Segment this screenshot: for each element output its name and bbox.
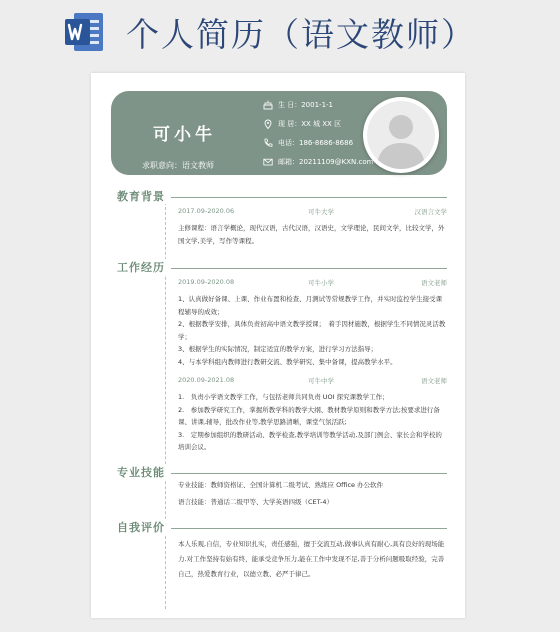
job-row (178, 376, 447, 384)
skill-line: 语言技能：普通话二级甲等、大学英语四级（CET-4） (178, 497, 334, 506)
email-row (263, 157, 373, 167)
birthday-text: 生 日：2001-1-1 (278, 101, 333, 109)
self-eval-text: 本人乐观,自信，专业知识扎实，责任感强，擅于交流互动,做事认真有耐心,具有良好的现场能力.对工作坚持有始有终，能承受竞争压力,能在工作中发现不足,善于分析问题吸取经验，完善自己，热爱教育行业，以德立教、必严于律己。 (178, 540, 445, 578)
section-title-work: 工作经历 (117, 259, 169, 275)
envelope-icon (263, 157, 273, 167)
phone-row (263, 138, 353, 148)
avatar (363, 97, 439, 173)
self-eval-body (178, 537, 447, 582)
section-title-skills: 专业技能 (117, 464, 169, 480)
education-courses (178, 222, 447, 247)
page-header (62, 6, 542, 58)
skills-list (178, 479, 447, 508)
avatar-placeholder-icon (367, 101, 435, 169)
address-row (263, 119, 341, 129)
cake-icon (263, 100, 273, 110)
duty-item: 1、认真做好备课、上课、作业布置和检查、月测试等常规教学工作，并实时监控学生接受课程辅导的成效； (178, 295, 443, 316)
location-pin-icon (263, 119, 273, 129)
candidate-name: 可小牛 (153, 125, 216, 145)
job-duties (178, 391, 447, 454)
job-row (178, 278, 447, 286)
page-title: 个人简历（语文教师） (126, 14, 476, 54)
job-intent: 求职意向：语文教师 (142, 161, 214, 170)
section-rule (171, 268, 447, 269)
skill-line: 专业技能：教师资格证、全国计算机二级考试、熟练应 Office 办公软件 (178, 481, 384, 489)
section-title-self-eval: 自我评价 (117, 519, 169, 535)
job-role: 语文老师 (421, 377, 447, 385)
education-school: 可牛大学 (308, 208, 334, 216)
job-org: 可牛中学 (308, 377, 334, 385)
job-date: 2020.09-2021.08 (178, 376, 235, 384)
duty-item: 4、与本学科组内教师进行教研交流、教学研究、集中备课，提高教学水平。 (178, 357, 397, 366)
phone-text: 电话：186-8686-8686 (278, 139, 354, 147)
job-duties (178, 293, 447, 368)
section-rule (171, 473, 447, 474)
duty-item: 3、根据学生的实际情况，制定适宜的教学方案，进行学习方法指导； (178, 345, 378, 353)
word-doc-icon (62, 10, 106, 54)
job-role: 语文老师 (421, 279, 447, 287)
duty-item: 3. 定期参加组织的教研活动、教学检查,教学培训等教学活动,及部门例会、家长会和学校的培训会议。 (178, 430, 442, 451)
job-date: 2019.09-2020.08 (178, 278, 235, 286)
section-rule (171, 528, 447, 529)
duty-item: 2. 参加教学研究工作，掌握所教学科的教学大纲、教材教学原则和教学方法;按要求进行备课、讲课,辅导，批改作业等,教学思路清晰，课堂气氛活跃; (178, 405, 440, 426)
birthday-row (263, 100, 333, 110)
education-major: 汉语言文学 (414, 208, 447, 216)
duty-item: 2、根据教学安排，具体负责初高中语文教学授课； 着手因材施教，根据学生不同情况灵活教学； (178, 320, 446, 341)
phone-icon (263, 138, 273, 148)
education-row (178, 207, 447, 215)
resume-page (91, 73, 465, 618)
email-text: 邮箱：20211109@KXN.com (278, 158, 374, 166)
education-date: 2017.09-2020.06 (178, 207, 235, 215)
courses-text: 主修课程：语言学概论，现代汉语，古代汉语，汉语史，文学理论，民间文学，比较文学，外国文学,美学，写作等课程。 (178, 224, 445, 245)
address-text: 现 居：XX 城 XX 区 (278, 120, 342, 128)
section-rule (171, 197, 447, 198)
duty-item: 1. 负责小学语文教学工作，与包括老师共同负责 UOI 探究课教学工作； (178, 393, 389, 401)
job-org: 可牛小学 (308, 279, 334, 287)
section-title-education: 教育背景 (117, 188, 169, 204)
